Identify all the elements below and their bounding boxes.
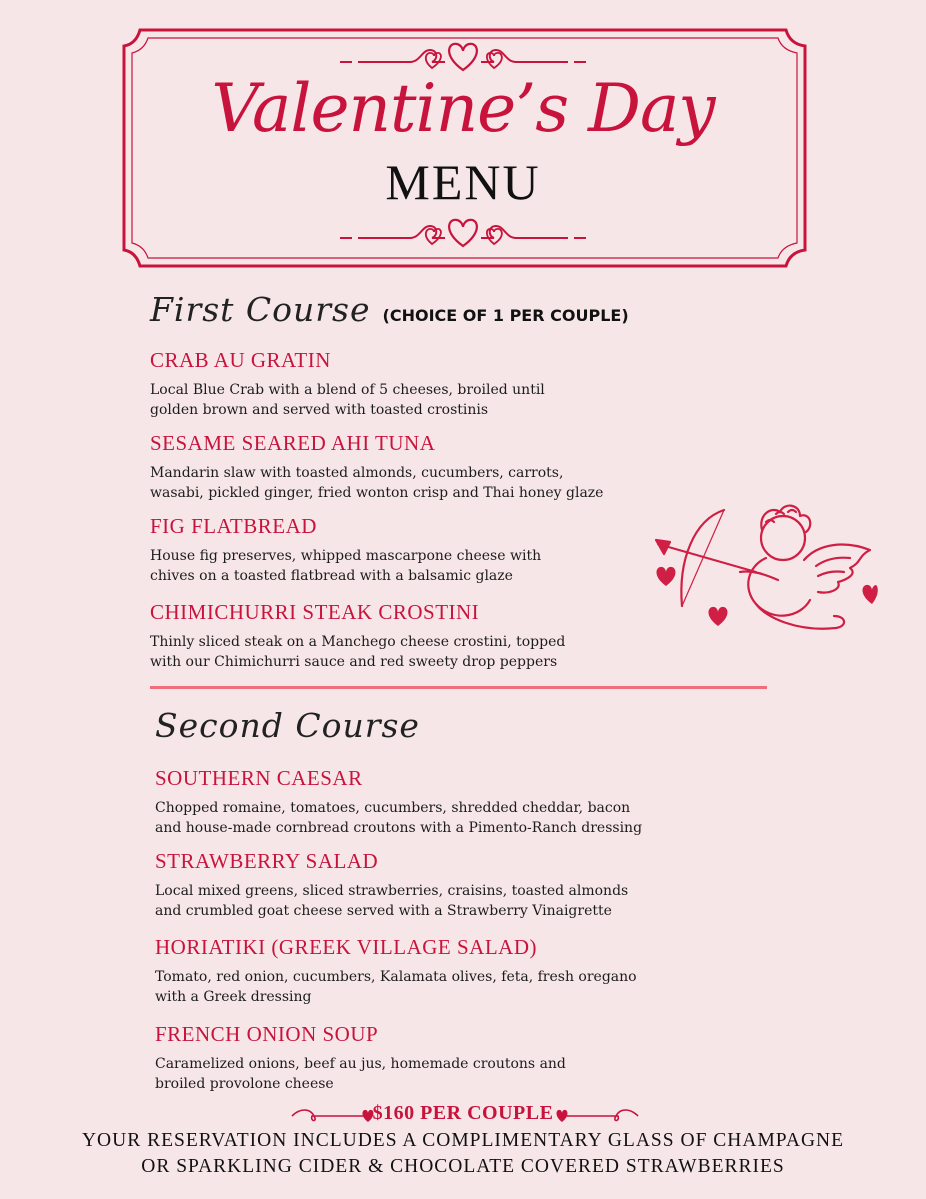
item-name: CRAB AU GRATIN bbox=[150, 348, 331, 372]
item-name: SOUTHERN CAESAR bbox=[155, 766, 363, 790]
item-description: Caramelized onions, beef au jus, homemade croutons and broiled provolone cheese bbox=[155, 1056, 566, 1092]
heart-flourish-icon bbox=[340, 40, 586, 74]
first-course-note: (CHOICE OF 1 PER COUPLE) bbox=[382, 306, 629, 325]
item-description: Mandarin slaw with toasted almonds, cucumbers, carrots, wasabi, pickled ginger, fried wonton crisp and Thai honey glaze bbox=[150, 465, 604, 501]
menu-item bbox=[150, 431, 603, 503]
item-description: House fig preserves, whipped mascarpone cheese with chives on a toasted flatbread with a balsamic glaze bbox=[150, 548, 542, 584]
item-description: Thinly sliced steak on a Manchego cheese crostini, topped with our Chimichurri sauce and red sweety drop peppers bbox=[150, 634, 566, 670]
item-name: STRAWBERRY SALAD bbox=[155, 849, 379, 873]
item-name: CHIMICHURRI STEAK CROSTINI bbox=[150, 600, 480, 624]
menu-item bbox=[155, 1022, 566, 1094]
item-name: SESAME SEARED AHI TUNA bbox=[150, 431, 436, 455]
menu-item bbox=[150, 348, 545, 420]
menu-item bbox=[155, 935, 637, 1007]
footer-line-2: OR SPARKLING CIDER & CHOCOLATE COVERED STRAWBERRIES bbox=[141, 1156, 785, 1177]
menu-item bbox=[155, 766, 642, 838]
footer-line-1: YOUR RESERVATION INCLUDES A COMPLIMENTARY GLASS OF CHAMPAGNE bbox=[81, 1130, 845, 1151]
item-description: Tomato, red onion, cucumbers, Kalamata olives, feta, fresh oregano with a Greek dressing bbox=[155, 969, 637, 1005]
item-description: Local Blue Crab with a blend of 5 cheeses, broiled until golden brown and served with toasted crostinis bbox=[150, 382, 545, 418]
item-description: Local mixed greens, sliced strawberries, craisins, toasted almonds and crumbled goat cheese served with a Strawberry Vinaigrette bbox=[155, 883, 629, 919]
course-divider bbox=[150, 686, 767, 689]
first-course-title: First Course bbox=[150, 290, 371, 329]
first-course-heading bbox=[150, 290, 629, 329]
item-name: FRENCH ONION SOUP bbox=[155, 1022, 379, 1046]
item-name: FIG FLATBREAD bbox=[150, 514, 317, 538]
menu-item bbox=[150, 600, 565, 672]
menu-item bbox=[155, 849, 628, 921]
menu-title: MENU bbox=[385, 154, 541, 210]
second-course-heading bbox=[155, 706, 420, 745]
cupid-icon bbox=[648, 500, 878, 650]
script-title: Valentine’s Day bbox=[211, 70, 715, 147]
price-row bbox=[0, 1102, 926, 1125]
item-description: Chopped romaine, tomatoes, cucumbers, shredded cheddar, bacon and house-made cornbread croutons with a Pimento-Ranch dressing bbox=[155, 800, 643, 836]
second-course-title: Second Course bbox=[155, 706, 420, 745]
heart-flourish-icon bbox=[340, 216, 586, 250]
item-name: HORIATIKI (GREEK VILLAGE SALAD) bbox=[155, 935, 537, 959]
menu-item bbox=[150, 514, 541, 586]
price-text: $160 PER COUPLE bbox=[372, 1102, 554, 1124]
